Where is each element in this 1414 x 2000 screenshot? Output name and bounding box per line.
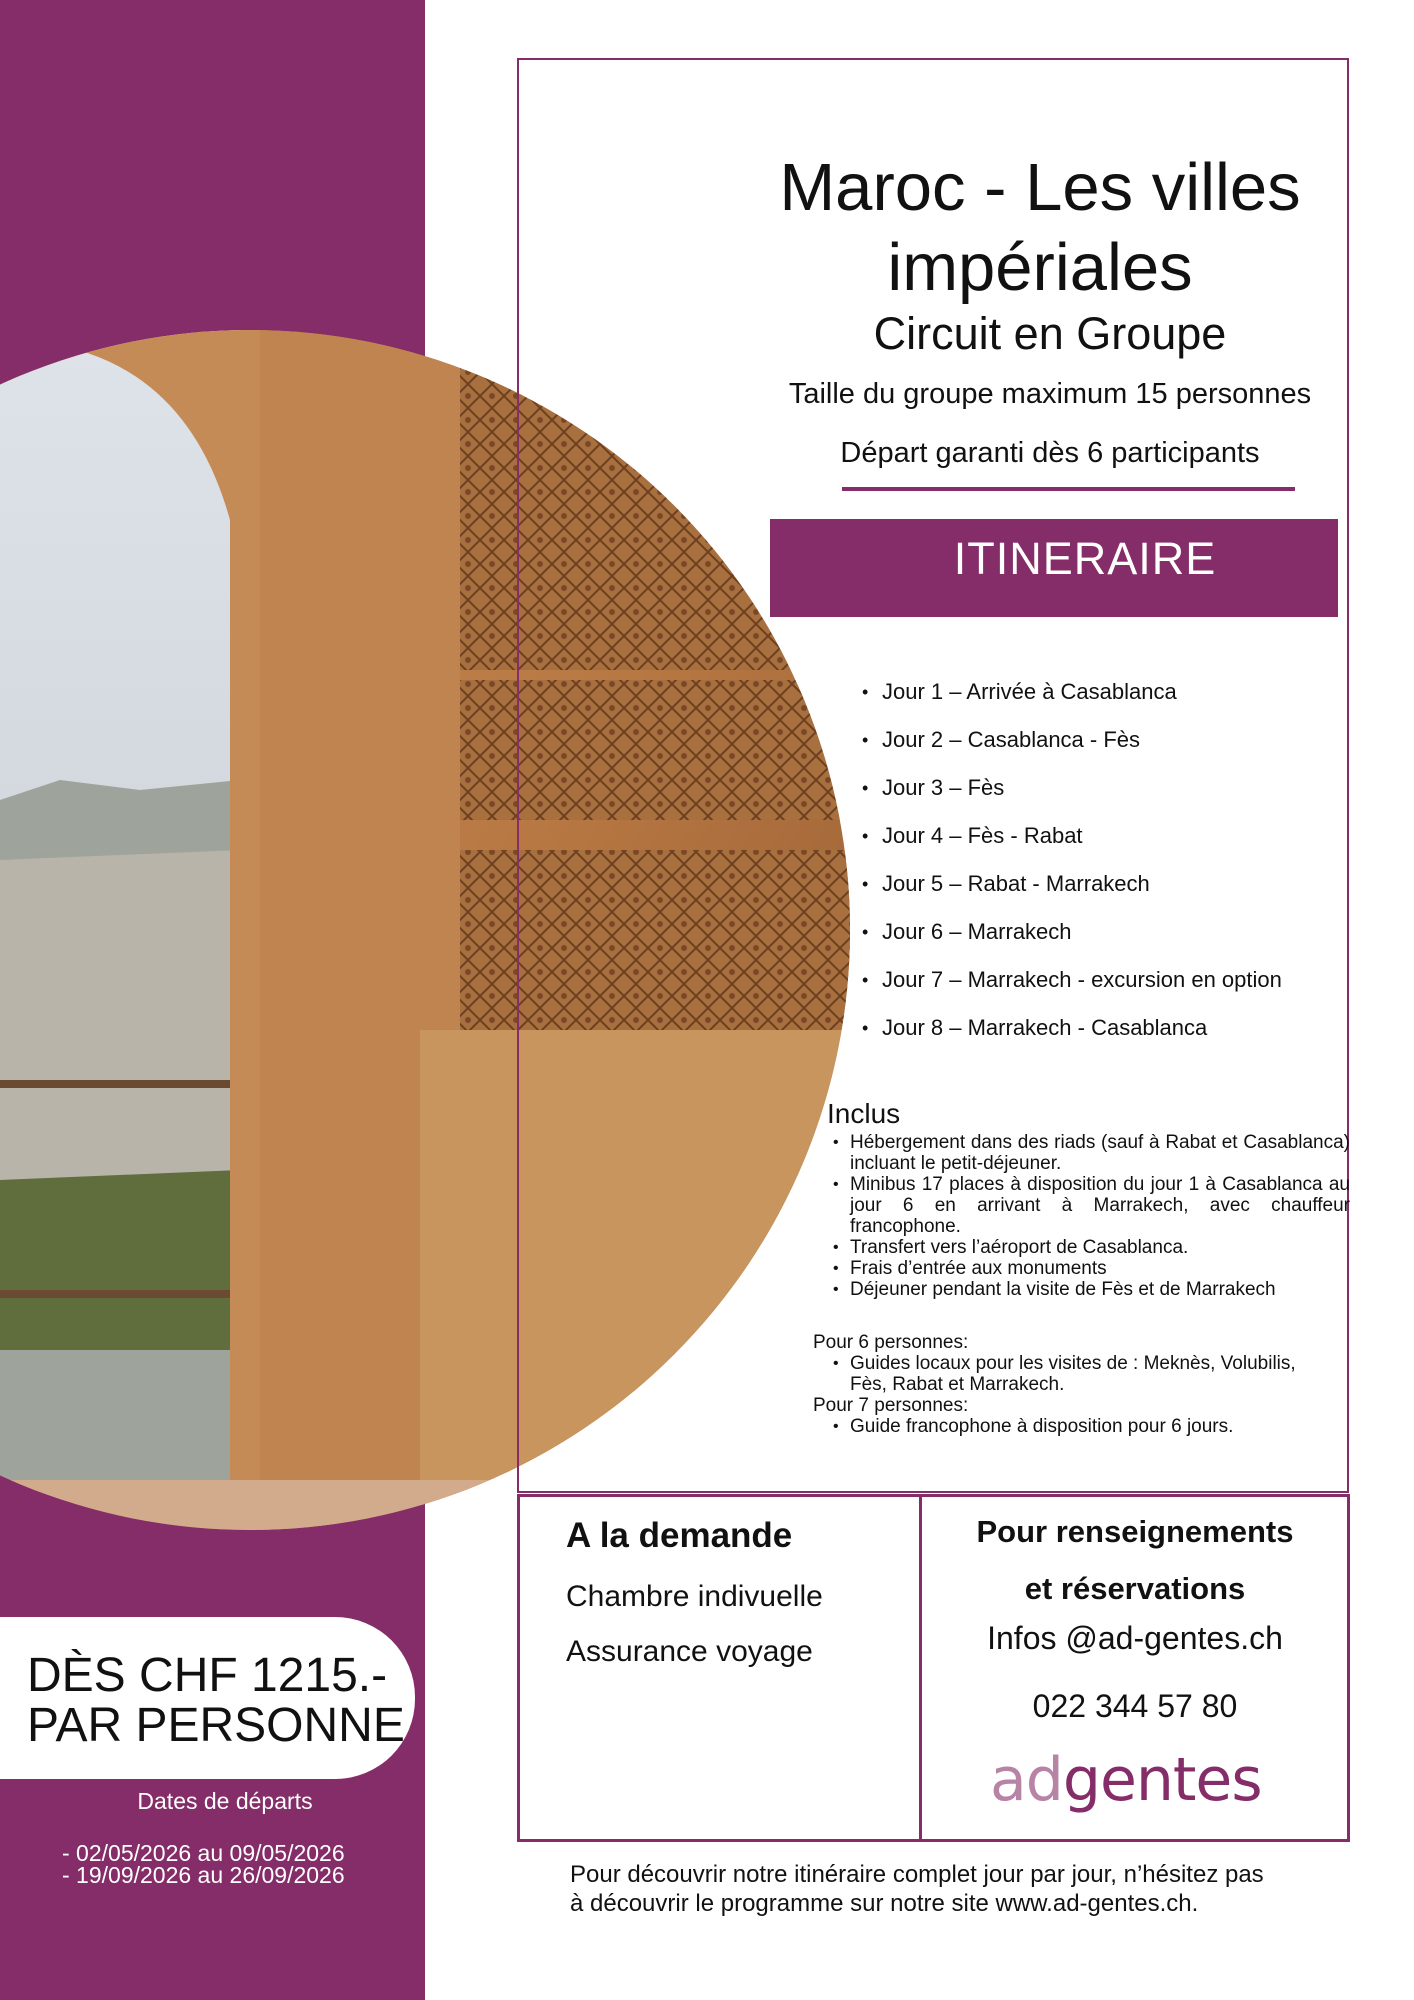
footer-text-line-1: Pour découvrir notre itinéraire complet jour par jour, n’hésitez pas — [570, 1861, 1264, 1888]
seven-persons-label: Pour 7 personnes: — [813, 1395, 969, 1416]
itinerary-day: • Jour 8 – Marrakech - Casablanca — [862, 1008, 1282, 1056]
departure-dates-title: Dates de départs — [137, 1788, 313, 1814]
itinerary-day: • Jour 7 – Marrakech - excursion en option — [862, 960, 1282, 1008]
page-title — [690, 148, 1390, 308]
price-badge — [0, 1617, 415, 1779]
six-persons-label: Pour 6 personnes: — [813, 1332, 969, 1353]
included-item: • Frais d’entrée aux monuments — [830, 1258, 1350, 1279]
group-size-text: Taille du groupe maximum 15 personnes — [788, 378, 1312, 410]
footer-text-line-2: à découvrir le programme sur notre site www.ad-gentes.ch. — [570, 1890, 1199, 1917]
included-title: Inclus — [827, 1098, 901, 1129]
included-item: • Minibus 17 places à disposition du jour 1 à Casablanca au jour 6 en arrivant à Marrakech, avec chauffeur francophone. — [830, 1174, 1350, 1237]
adgentes-logo — [990, 1745, 1262, 1815]
itinerary-day: • Jour 5 – Rabat - Marrakech — [862, 864, 1282, 912]
title-line-2: impériales — [887, 230, 1193, 305]
contact-email[interactable]: Infos @ad-gentes.ch — [987, 1620, 1283, 1656]
on-request-title: A la demande — [566, 1516, 793, 1555]
seven-persons-item: • Guide francophone à disposition pour 6 jours. — [830, 1416, 1330, 1437]
six-persons-item: • Guides locaux pour les visites de : Meknès, Volubilis, Fès, Rabat et Marrakech. — [830, 1353, 1330, 1395]
itinerary-label: ITINERAIRE — [953, 533, 1217, 584]
price-line-2: PAR PERSONNE — [27, 1699, 405, 1752]
itinerary-day-list — [862, 672, 1282, 1056]
contact-phone[interactable]: 022 344 57 80 — [1032, 1688, 1238, 1724]
logo-part-ad: ad — [990, 1745, 1063, 1815]
six-persons-list — [830, 1353, 1330, 1395]
departure-date: - 19/09/2026 au 26/09/2026 — [62, 1862, 345, 1888]
departure-date: - 02/05/2026 au 09/05/2026 — [62, 1840, 345, 1866]
itinerary-day: • Jour 4 – Fès - Rabat — [862, 816, 1282, 864]
on-request-item: Chambre indivuelle — [566, 1580, 823, 1613]
included-item: • Déjeuner pendant la visite de Fès et de Marrakech — [830, 1279, 1350, 1300]
contact-title-line-2: et réservations — [1024, 1571, 1246, 1606]
contact-title-line-1: Pour renseignements — [976, 1514, 1294, 1549]
header-divider — [842, 487, 1295, 491]
logo-part-gentes: gentes — [1062, 1745, 1262, 1815]
included-item: • Transfert vers l’aéroport de Casablanca. — [830, 1237, 1350, 1258]
departure-guarantee-text: Départ garanti dès 6 participants — [840, 437, 1260, 469]
itinerary-day: • Jour 6 – Marrakech — [862, 912, 1282, 960]
price-line-1: DÈS CHF 1215.- — [27, 1649, 388, 1702]
itinerary-day: • Jour 2 – Casablanca - Fès — [862, 720, 1282, 768]
itinerary-banner — [770, 519, 1338, 617]
included-list — [830, 1132, 1350, 1300]
itinerary-day: • Jour 1 – Arrivée à Casablanca — [862, 672, 1282, 720]
page-subtitle: Circuit en Groupe — [873, 308, 1227, 359]
on-request-item: Assurance voyage — [566, 1635, 813, 1668]
itinerary-day: • Jour 3 – Fès — [862, 768, 1282, 816]
seven-persons-list — [830, 1416, 1330, 1437]
title-line-1: Maroc - Les villes — [779, 150, 1301, 225]
included-item: • Hébergement dans des riads (sauf à Rabat et Casablanca) incluant le petit-déjeuner. — [830, 1132, 1350, 1174]
